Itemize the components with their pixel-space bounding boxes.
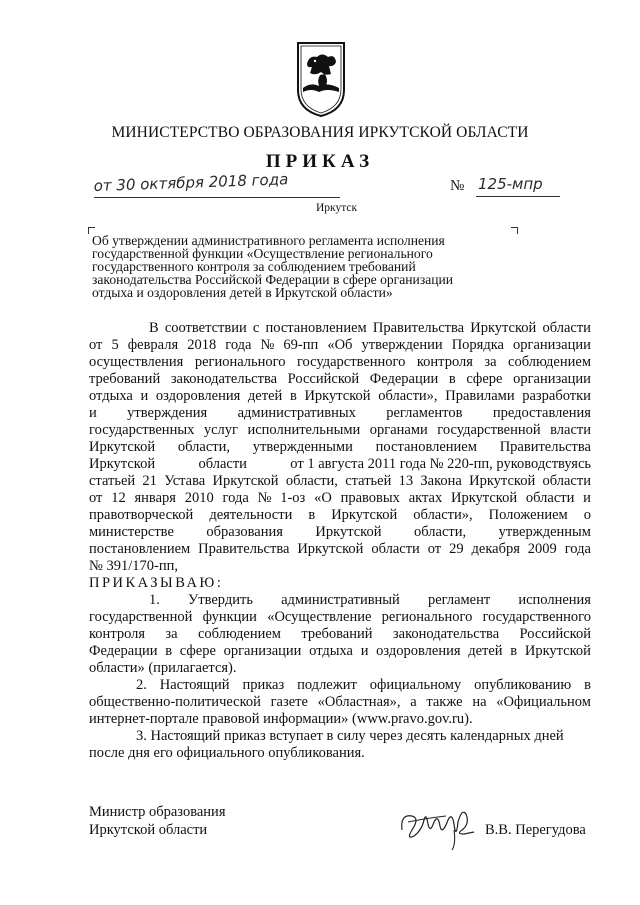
text-word: 2010 — [184, 490, 214, 506]
text-word: 2. — [136, 677, 147, 693]
number-sign: № — [450, 178, 465, 194]
text-word: области», — [413, 507, 473, 523]
text-word: «Официальном — [496, 694, 591, 710]
text-word: в — [165, 643, 173, 659]
text-word: Иркутской — [469, 473, 536, 489]
text-word: в — [308, 507, 316, 523]
text-word: Правительства — [198, 541, 290, 557]
text-word: газете — [270, 694, 308, 710]
text-line — [89, 626, 591, 643]
text-word: области — [542, 320, 591, 336]
text-word: утверждения — [127, 405, 208, 421]
text-word: контроля — [416, 354, 473, 370]
subject-line: отдыха и оздоровления детей в Иркутской области» — [92, 285, 393, 300]
text-line — [89, 456, 591, 473]
text-word: власти — [550, 422, 591, 438]
text-line: интернет-портале правовой информации» (www.pravo.gov.ru). — [89, 711, 473, 727]
text-line — [89, 507, 591, 524]
text-word: организации — [513, 371, 591, 387]
text-word: за — [165, 626, 178, 642]
text-word: и — [140, 388, 149, 404]
subject-line: Об утверждении административного регламента исполнения — [92, 233, 445, 248]
text-word: а — [410, 694, 417, 710]
text-word: требований — [301, 626, 373, 642]
text-word: Правительства — [499, 439, 591, 455]
text-word: Иркутской — [331, 507, 398, 523]
text-line — [89, 371, 591, 388]
text-word: правовых — [340, 490, 400, 506]
text-word: Иркутской — [89, 439, 156, 455]
text-line — [89, 354, 591, 371]
text-word: Утвердить — [188, 592, 253, 608]
text-word: от 1 августа 2011 года № 220-пп, руководствуясь — [290, 456, 591, 472]
text-word: Федерации — [89, 643, 158, 659]
text-word: в — [510, 643, 518, 659]
text-word: Иркутской — [212, 473, 279, 489]
text-word: детей — [247, 388, 283, 404]
text-word: в — [584, 677, 591, 693]
text-word: 1-оз — [280, 490, 306, 506]
text-word: соблюдением — [508, 354, 591, 370]
text-word: организации — [223, 643, 302, 659]
text-word: области — [198, 456, 247, 472]
text-word: «Областная», — [317, 694, 401, 710]
text-word: утверждении — [361, 337, 443, 353]
text-word: «Осуществление — [267, 609, 372, 625]
text-word: Закона — [420, 473, 462, 489]
text-word: Иркутской — [315, 524, 382, 540]
text-word: государственного — [296, 354, 406, 370]
text-word: и — [360, 643, 369, 659]
text-line: после дня его официального опубликования. — [89, 745, 365, 761]
text-word: области — [371, 541, 420, 557]
text-word: постановлением — [265, 320, 367, 336]
text-line: области» (прилагается). — [89, 660, 237, 676]
text-word: Правилами — [445, 388, 515, 404]
text-word: Российской — [519, 626, 591, 642]
text-word: исполнительными — [247, 422, 361, 438]
text-line — [89, 388, 591, 405]
text-word: Иркутской — [451, 490, 518, 506]
irkutsk-coat-of-arms-icon — [295, 40, 347, 118]
text-word: постановлением — [375, 439, 477, 455]
text-line — [89, 524, 591, 541]
text-word: Федерации — [369, 371, 439, 387]
text-word: регламентов — [386, 405, 463, 421]
text-word: регионального — [194, 354, 286, 370]
text-word: разработки — [522, 388, 591, 404]
text-word: требований — [89, 371, 161, 387]
text-word: Иркутской — [524, 643, 591, 659]
text-word: министерстве — [89, 524, 174, 540]
text-word: отдыха — [89, 388, 133, 404]
text-word: «Об — [327, 337, 353, 353]
text-word: также — [426, 694, 463, 710]
text-line — [89, 320, 591, 337]
text-line — [89, 439, 591, 456]
text-word: образования — [206, 524, 283, 540]
handwritten-signature — [398, 800, 478, 852]
text-word: актах — [408, 490, 443, 506]
text-word: Российской — [287, 371, 360, 387]
text-line — [89, 609, 591, 626]
text-word: статьей — [89, 473, 136, 489]
text-line: № 391/170-пп, — [89, 558, 178, 574]
text-word: органами — [369, 422, 428, 438]
text-word: государственного — [482, 609, 591, 625]
subject-corner-right — [511, 227, 518, 234]
text-word: административных — [237, 405, 356, 421]
text-word: года — [564, 541, 591, 557]
text-word: Положением — [488, 507, 568, 523]
signatory-position — [89, 803, 225, 839]
text-word: Иркутской — [304, 388, 371, 404]
text-word: опубликованию — [474, 677, 572, 693]
text-word: услуг — [203, 422, 238, 438]
text-word: области», — [378, 388, 438, 404]
text-word: «О — [314, 490, 332, 506]
text-word: Иркутской — [297, 541, 364, 557]
document-number — [450, 176, 560, 198]
text-word: № — [257, 490, 272, 506]
text-word: и — [583, 490, 591, 506]
text-line — [89, 541, 591, 558]
text-word: и — [89, 405, 97, 421]
position-line: Министр образования — [89, 804, 226, 820]
text-line — [89, 405, 591, 422]
text-word: года — [222, 490, 249, 506]
text-word: подлежит — [297, 677, 357, 693]
text-word: 69-пп — [283, 337, 319, 353]
handwritten-date: от 30 октября 2018 года — [93, 170, 289, 195]
text-word: 29 — [449, 541, 464, 557]
text-word: о — [583, 507, 591, 523]
text-word: области, — [414, 524, 467, 540]
text-word: регламент — [427, 592, 491, 608]
text-word: января — [134, 490, 176, 506]
text-word: от — [89, 490, 103, 506]
text-word: законодательства — [392, 626, 500, 642]
text-word: постановлением — [89, 541, 191, 557]
text-word: на — [472, 694, 487, 710]
text-word: функции — [202, 609, 257, 625]
text-word: детей — [468, 643, 503, 659]
text-word: от — [89, 337, 103, 353]
handwritten-number: 125-мпр — [478, 175, 543, 193]
text-word: Настоящий — [159, 677, 230, 693]
text-word: утвержденными — [252, 439, 353, 455]
text-word: Иркутской — [89, 456, 156, 472]
text-line — [89, 473, 591, 490]
order-word: ПРИКАЗЫВАЮ: — [89, 575, 224, 591]
text-word: декабря — [471, 541, 520, 557]
text-word: 2009 — [527, 541, 557, 557]
text-line — [89, 677, 591, 694]
text-word: 1. — [149, 592, 160, 608]
text-word: государственной — [437, 422, 541, 438]
text-word: Правительства — [372, 320, 465, 336]
date-underline — [94, 197, 340, 198]
text-word: организации — [513, 337, 591, 353]
document-title: ПРИКАЗ — [265, 151, 375, 172]
text-word: деятельности — [209, 507, 293, 523]
order-item-3 — [89, 728, 591, 762]
document-date — [93, 170, 340, 199]
position-line: Иркутской области — [89, 822, 208, 838]
text-word: в — [289, 388, 297, 404]
text-word: осуществления — [89, 354, 184, 370]
text-word: года — [225, 337, 252, 353]
text-word: административный — [281, 592, 400, 608]
order-item-2 — [89, 677, 591, 728]
text-word: законодательства — [170, 371, 278, 387]
text-word: предоставления — [492, 405, 591, 421]
text-word: регионального — [381, 609, 473, 625]
text-line — [89, 337, 591, 354]
text-word: № — [260, 337, 275, 353]
text-line — [89, 592, 591, 609]
text-word: 5 — [111, 337, 119, 353]
text-word: оздоровления — [376, 643, 461, 659]
text-line — [89, 694, 591, 711]
text-word: оздоровления — [155, 388, 241, 404]
text-word: правотворческой — [89, 507, 194, 523]
text-word: отдыха — [309, 643, 353, 659]
text-word: контроля — [89, 626, 146, 642]
city-name: Иркутск — [316, 202, 358, 214]
text-word: утвержденным — [498, 524, 591, 540]
text-word: В — [149, 320, 159, 336]
text-word: области, — [285, 473, 338, 489]
document-body — [89, 320, 591, 762]
text-word: от — [427, 541, 442, 557]
text-word: статьей — [345, 473, 392, 489]
text-word: государственных — [89, 422, 195, 438]
subject-line: законодательства Российской Федерации в сфере организации — [92, 272, 454, 287]
text-word: Порядка — [451, 337, 504, 353]
signatory-name: В.В. Перегудова — [485, 822, 586, 838]
text-word: сфере — [466, 371, 503, 387]
text-word: приказ — [242, 677, 285, 693]
text-word: Устава — [164, 473, 206, 489]
text-word: Иркутской — [470, 320, 537, 336]
text-word: с — [252, 320, 260, 336]
text-word: соответствии — [164, 320, 247, 336]
text-word: 12 — [111, 490, 126, 506]
order-item-1 — [89, 592, 591, 677]
text-word: государственной — [89, 609, 193, 625]
text-word: 2018 — [187, 337, 217, 353]
subject-line: государственного контроля за соблюдением требований — [92, 259, 416, 274]
text-word: 21 — [142, 473, 157, 489]
preamble-paragraph — [89, 320, 591, 575]
document-subject — [92, 234, 512, 299]
text-word: сфере — [179, 643, 216, 659]
text-word: февраля — [127, 337, 179, 353]
text-line — [89, 643, 591, 660]
text-line — [89, 490, 591, 507]
text-line: 3. Настоящий приказ вступает в силу через десять календарных дней — [136, 728, 564, 744]
text-word: за — [484, 354, 497, 370]
text-word: в — [448, 371, 456, 387]
text-line — [89, 422, 591, 439]
text-word: 13 — [398, 473, 414, 489]
ministry-name: МИНИСТЕРСТВО ОБРАЗОВАНИЯ ИРКУТСКОЙ ОБЛАСТИ — [111, 124, 529, 141]
subject-line: государственной функции «Осуществление регионального — [92, 246, 433, 261]
text-word: общественно-политической — [89, 694, 261, 710]
text-word: области — [542, 473, 591, 489]
text-word: области, — [177, 439, 230, 455]
text-word: соблюдением — [197, 626, 281, 642]
text-word: исполнения — [518, 592, 591, 608]
text-word: официальному — [369, 677, 462, 693]
number-underline — [476, 196, 560, 197]
text-word: области — [525, 490, 575, 506]
